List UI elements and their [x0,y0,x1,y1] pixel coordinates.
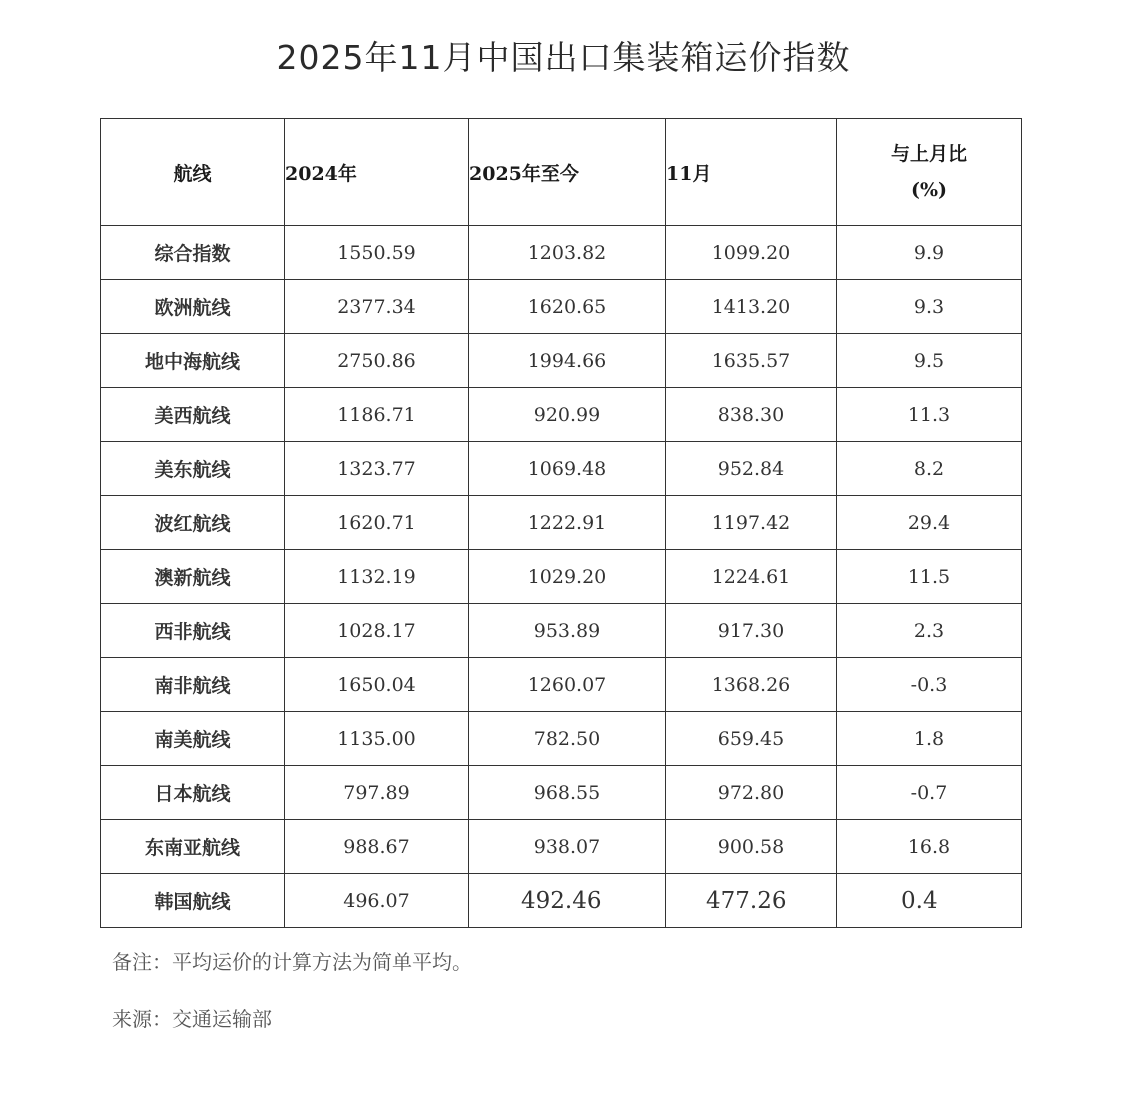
table-row [101,388,1022,442]
route-name-cell: 南非航线 [101,658,285,712]
value-2025-ytd-cell: 1994.66 [469,334,666,388]
value-2024-cell: 797.89 [285,766,469,820]
table-row [101,496,1022,550]
value-november-cell: 952.84 [666,442,837,496]
value-2025-ytd-cell: 1620.65 [469,280,666,334]
value-mom-change-cell: 8.2 [837,442,1022,496]
value-2024-cell: 1028.17 [285,604,469,658]
table-row [101,280,1022,334]
value-2024-cell: 1135.00 [285,712,469,766]
value-2024-cell: 1650.04 [285,658,469,712]
value-2024-cell: 988.67 [285,820,469,874]
freight-index-table [100,118,1022,928]
value-2025-ytd-cell: 1260.07 [469,658,666,712]
table-header-row [101,119,1022,226]
header-mom-change [837,119,1022,226]
table-row [101,712,1022,766]
value-2025-ytd-cell: 1069.48 [469,442,666,496]
route-name-cell: 西非航线 [101,604,285,658]
value-november-cell: 1413.20 [666,280,837,334]
value-november-cell: 659.45 [666,712,837,766]
value-mom-change-cell: 16.8 [837,820,1022,874]
value-2025-ytd-cell: 938.07 [469,820,666,874]
value-november-cell: 917.30 [666,604,837,658]
value-november-cell: 1635.57 [666,334,837,388]
value-november-cell: 1197.42 [666,496,837,550]
route-name-cell: 日本航线 [101,766,285,820]
value-2025-ytd-cell: 1203.82 [469,226,666,280]
route-name-cell: 韩国航线 [101,874,285,928]
value-mom-change-cell: 9.3 [837,280,1022,334]
value-2024-cell: 1620.71 [285,496,469,550]
route-name-cell: 美西航线 [101,388,285,442]
table-row [101,226,1022,280]
value-mom-change-cell: 2.3 [837,604,1022,658]
header-mom-label: 与上月比 [890,143,967,165]
value-2025-ytd-cell: 1222.91 [469,496,666,550]
page-title: 2025年11月中国出口集装箱运价指数 [276,38,851,77]
value-mom-change-cell: -0.7 [837,766,1022,820]
table-row [101,442,1022,496]
value-november-cell: 1224.61 [666,550,837,604]
table-row [101,820,1022,874]
route-name-cell: 地中海航线 [101,334,285,388]
value-2024-cell: 1550.59 [285,226,469,280]
remark-note: 备注：平均运价的计算方法为简单平均。 [112,950,472,974]
table-body [101,226,1022,928]
value-2024-cell: 1186.71 [285,388,469,442]
value-mom-change-cell: 0.4 [837,874,1022,928]
header-november: 11月 [666,119,837,226]
value-2025-ytd-cell: 968.55 [469,766,666,820]
value-november-cell: 1099.20 [666,226,837,280]
value-mom-change-cell: 1.8 [837,712,1022,766]
route-name-cell: 东南亚航线 [101,820,285,874]
route-name-cell: 欧洲航线 [101,280,285,334]
route-name-cell: 综合指数 [101,226,285,280]
value-2025-ytd-cell: 953.89 [469,604,666,658]
value-november-cell: 972.80 [666,766,837,820]
table-row [101,604,1022,658]
table-row [101,766,1022,820]
value-mom-change-cell: 9.5 [837,334,1022,388]
table-row [101,658,1022,712]
header-2024: 2024年 [285,119,469,226]
route-name-cell: 南美航线 [101,712,285,766]
value-mom-change-cell: 11.3 [837,388,1022,442]
value-2025-ytd-cell: 1029.20 [469,550,666,604]
value-2024-cell: 1132.19 [285,550,469,604]
value-mom-change-cell: -0.3 [837,658,1022,712]
route-name-cell: 美东航线 [101,442,285,496]
table-row [101,550,1022,604]
value-2024-cell: 2377.34 [285,280,469,334]
value-2024-cell: 2750.86 [285,334,469,388]
header-mom-unit: (%) [910,179,948,201]
value-november-cell: 838.30 [666,388,837,442]
table-row [101,874,1022,928]
table-row [101,334,1022,388]
value-2024-cell: 496.07 [285,874,469,928]
route-name-cell: 澳新航线 [101,550,285,604]
source-note: 来源：交通运输部 [112,1007,272,1031]
value-mom-change-cell: 29.4 [837,496,1022,550]
header-2025-ytd: 2025年至今 [469,119,666,226]
value-november-cell: 1368.26 [666,658,837,712]
value-2025-ytd-cell: 920.99 [469,388,666,442]
value-november-cell: 900.58 [666,820,837,874]
value-mom-change-cell: 11.5 [837,550,1022,604]
value-2025-ytd-cell: 492.46 [469,874,666,928]
header-route: 航线 [101,119,285,226]
value-november-cell: 477.26 [666,874,837,928]
value-2025-ytd-cell: 782.50 [469,712,666,766]
value-2024-cell: 1323.77 [285,442,469,496]
value-mom-change-cell: 9.9 [837,226,1022,280]
route-name-cell: 波红航线 [101,496,285,550]
